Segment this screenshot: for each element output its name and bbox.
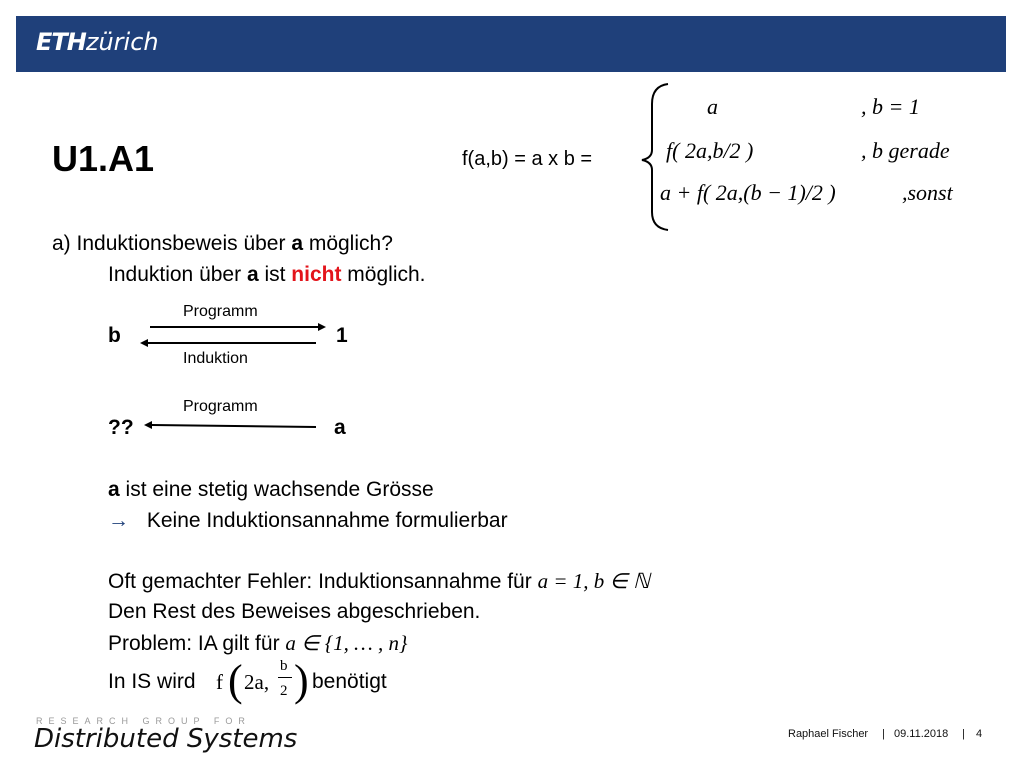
- diagram2-top-label: Programm: [183, 398, 258, 415]
- eth-logo: ETHzürich: [36, 28, 159, 56]
- footer-author: Raphael Fischer: [788, 728, 869, 740]
- fraction-denominator: 2: [280, 683, 288, 699]
- diagram1-left: b: [108, 324, 121, 347]
- case-3-expr: a + f( 2a,(b − 1)/2 ): [660, 180, 836, 205]
- answer-line: Induktion über a ist nicht möglich.: [108, 263, 426, 286]
- diagram1-top-label: Programm: [183, 303, 258, 320]
- rest-line: Den Rest des Beweises abgeschrieben.: [108, 600, 481, 623]
- footer-group-name: Distributed Systems: [34, 724, 298, 754]
- fraction-bar: [278, 677, 292, 678]
- formula-label: f(a,b) = a x b =: [462, 148, 593, 170]
- diagram2-left: ??: [108, 416, 134, 439]
- case-2-cond: , b gerade: [861, 138, 950, 163]
- footer-date: 09.11.2018: [894, 728, 949, 740]
- growth-line: a ist eine stetig wachsende Grösse: [108, 478, 434, 501]
- is-line: In IS wird: [108, 670, 196, 693]
- diagram2-right: a: [334, 416, 346, 439]
- case-1-cond: , b = 1: [861, 94, 920, 119]
- fraction-numerator: b: [280, 658, 288, 674]
- slide-title: U1.A1: [52, 138, 155, 179]
- diagram1-right: 1: [336, 324, 348, 347]
- case-2-expr: f( 2a,b/2 ): [666, 138, 754, 163]
- footer-page-number: 4: [976, 728, 983, 740]
- diagram1-bottom-label: Induktion: [183, 350, 248, 367]
- case-3-cond: ,sonst: [902, 180, 953, 205]
- is-suffix: benötigt: [312, 670, 387, 693]
- footer-sep-2: |: [962, 728, 965, 740]
- problem-line: Problem: IA gilt für a ∈ {1, … , n}: [108, 631, 408, 655]
- conclusion-line: → Keine Induktionsannahme formulierbar: [108, 509, 508, 532]
- arrow-program-2: [152, 425, 316, 427]
- footer-research-label: RESEARCH GROUP FOR: [36, 716, 251, 726]
- is-formula: f: [216, 670, 223, 694]
- error-line: Oft gemachter Fehler: Induktionsannahme für a = 1, b ∈ ℕ: [108, 569, 650, 593]
- cases-brace: [642, 84, 668, 230]
- case-1-expr: a: [707, 94, 718, 119]
- question-line: a) Induktionsbeweis über a möglich?: [52, 232, 393, 255]
- footer-sep-1: |: [882, 728, 885, 740]
- close-paren: ): [294, 656, 309, 705]
- arrow-right-icon: →: [108, 509, 129, 532]
- is-arg: 2a,: [244, 670, 270, 694]
- open-paren: (: [228, 656, 243, 705]
